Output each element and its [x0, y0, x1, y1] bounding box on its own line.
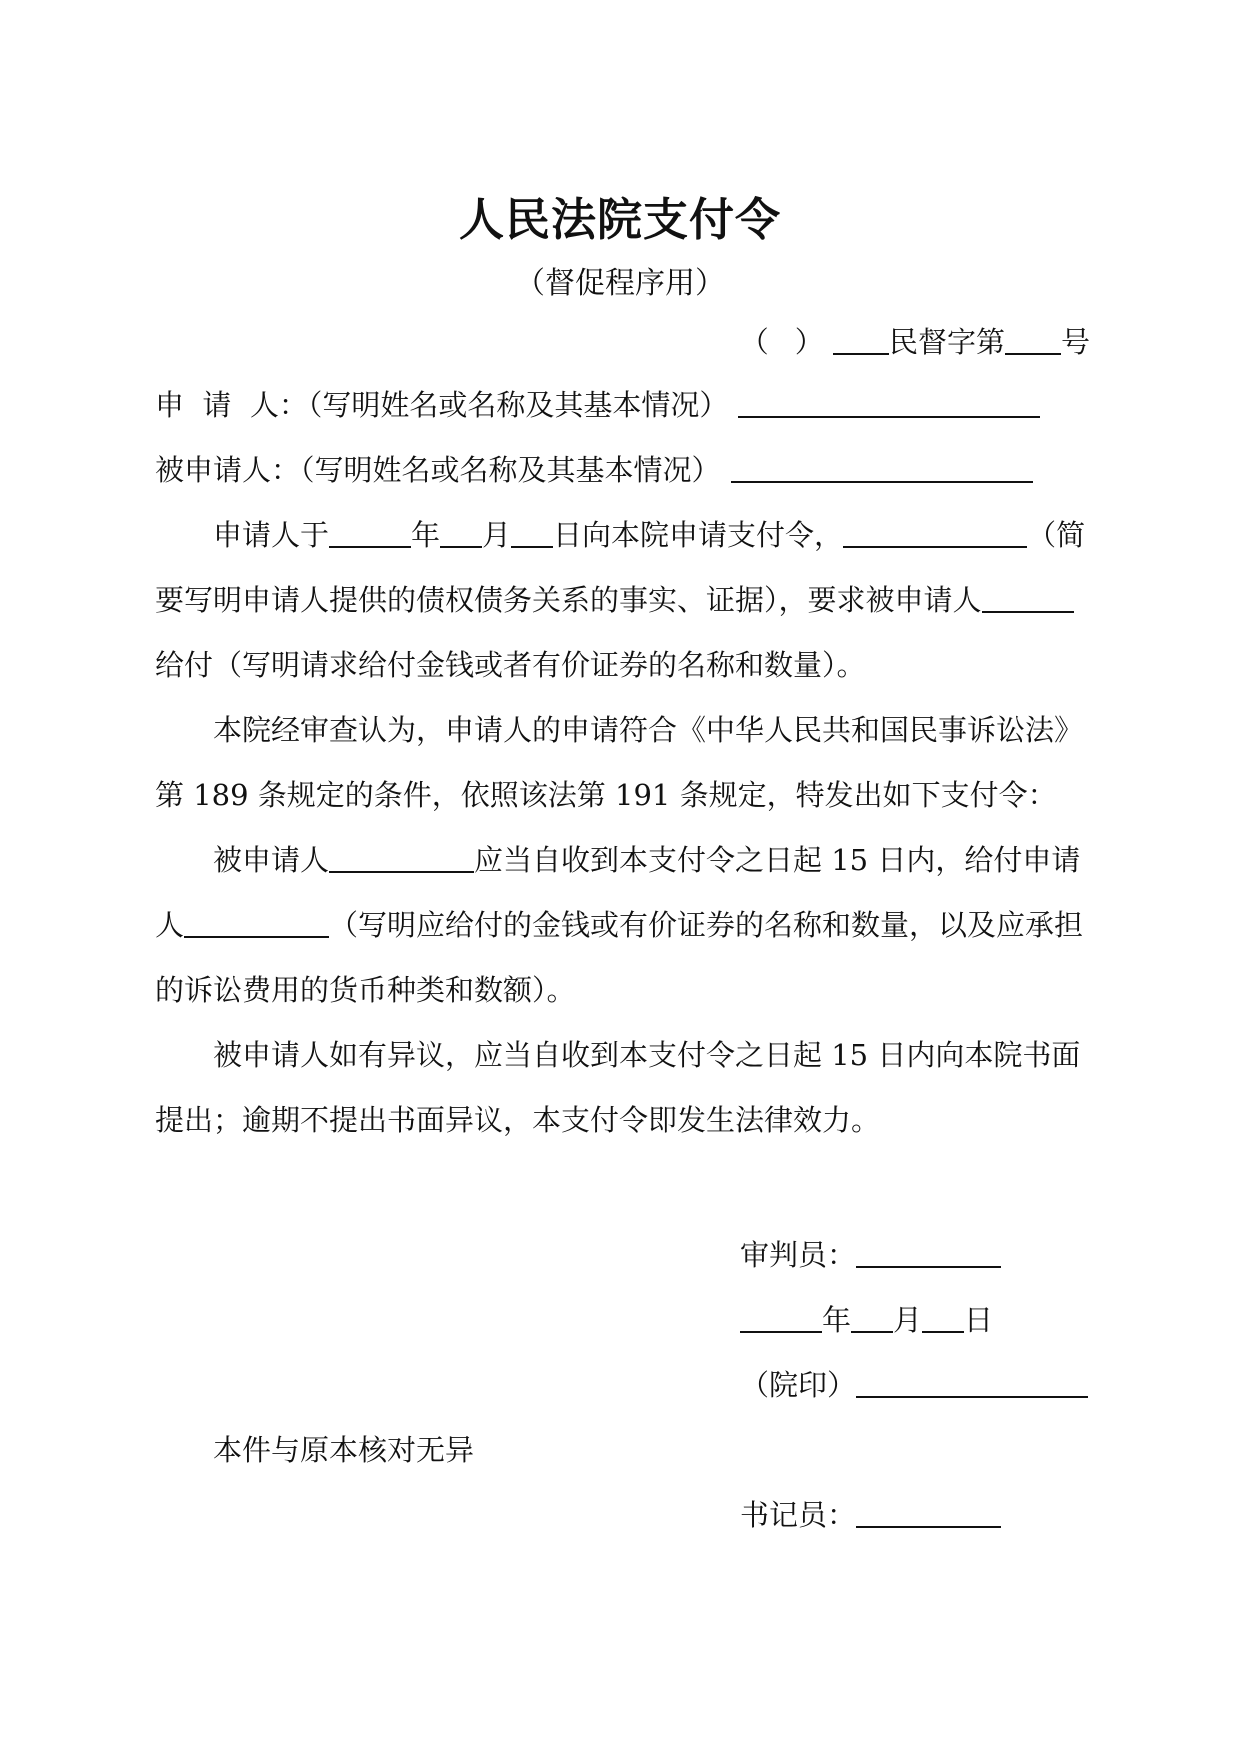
signature-date [740, 1300, 993, 1340]
year-label: 年 [411, 518, 441, 552]
para1-text: （简 [1027, 518, 1086, 552]
para3-text: 人 [155, 908, 185, 942]
sign-year-label: 年 [822, 1303, 852, 1337]
respondent-blank [731, 451, 1033, 483]
applicant-blank [738, 386, 1040, 418]
clerk-blank [856, 1496, 1001, 1528]
respondent-blank-2 [329, 841, 474, 873]
judge-blank [856, 1236, 1001, 1268]
respondent-label: 被申请人：（写明姓名或名称及其基本情况） [155, 453, 721, 487]
para3-line1 [155, 840, 1148, 880]
sign-month-label: 月 [893, 1303, 923, 1337]
copy-verification-note: 本件与原本核对无异 [213, 1433, 475, 1467]
applicant-label: 申 请 人：（写明姓名或名称及其基本情况） [155, 388, 729, 422]
facts-blank [843, 516, 1027, 548]
court-seal [740, 1365, 1088, 1405]
para2-line1: 本院经审查认为，申请人的申请符合《中华人民共和国民事诉讼法》 [213, 713, 1084, 747]
para1-text: 申请人于 [213, 518, 330, 552]
judge-label: 审判员： [740, 1238, 857, 1272]
judge-signature [740, 1235, 1001, 1275]
case-paren-right: ） [794, 325, 824, 359]
para3-line2 [155, 905, 1090, 945]
year-blank [329, 516, 411, 548]
para3-text: （写明应给付的金钱或有价证券的名称和数量，以及应承担 [329, 908, 1084, 942]
day-blank [511, 516, 553, 548]
respondent-name-blank [982, 581, 1074, 613]
para1-line1 [155, 515, 1148, 555]
sign-month-blank [851, 1301, 893, 1333]
case-number-blank [1005, 323, 1061, 355]
para4-line1: 被申请人如有异议，应当自收到本支付令之日起 15 日内向本院书面 [213, 1038, 1081, 1072]
case-mid-text: 民督字第 [888, 325, 1005, 359]
seal-label: （院印） [740, 1368, 857, 1402]
para4-line2: 提出；逾期不提出书面异议，本支付令即发生法律效力。 [155, 1103, 881, 1137]
applicant-blank-2 [184, 906, 329, 938]
para1-text: 日向本院申请支付令， [553, 518, 844, 552]
para1-line2 [155, 580, 1090, 620]
applicant-line [155, 385, 1090, 425]
month-blank [440, 516, 482, 548]
sign-year-blank [740, 1301, 822, 1333]
sign-day-label: 日 [964, 1303, 994, 1337]
seal-blank [856, 1366, 1088, 1398]
respondent-line [155, 450, 1090, 490]
para1-text: 要写明申请人提供的债权债务关系的事实、证据），要求被申请人 [155, 583, 982, 617]
page-title: 人民法院支付令 [458, 193, 781, 246]
case-year-blank [833, 323, 889, 355]
para3-line3: 的诉讼费用的货币种类和数额）。 [155, 973, 576, 1007]
para3-text: 被申请人 [213, 843, 330, 877]
page-subtitle: （督促程序用） [515, 266, 725, 301]
month-label: 月 [482, 518, 512, 552]
para2-line2: 第 189 条规定的条件，依照该法第 191 条规定，特发出如下支付令： [155, 778, 1057, 812]
case-end-text: 号 [1060, 325, 1090, 359]
case-paren-left: （ [739, 325, 769, 359]
case-number [740, 322, 1090, 362]
clerk-signature [740, 1495, 1001, 1535]
sign-day-blank [922, 1301, 964, 1333]
clerk-label: 书记员： [740, 1498, 857, 1532]
para1-line3: 给付（写明请求给付金钱或者有价证券的名称和数量）。 [155, 648, 866, 682]
para3-text: 应当自收到本支付令之日起 15 日内，给付申请 [474, 843, 1081, 877]
